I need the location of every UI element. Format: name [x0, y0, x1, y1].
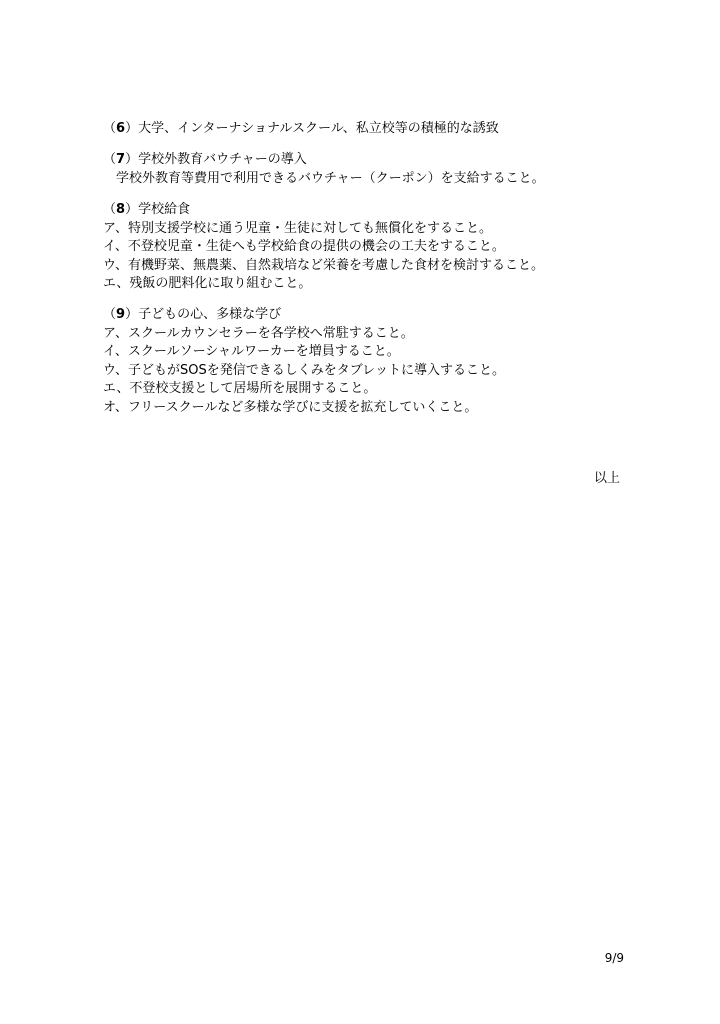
- page-number: 9/9: [604, 951, 624, 965]
- section-title: 学校外教育バウチャーの導入: [138, 152, 307, 167]
- section-title: 大学、インターナショナルスクール、私立校等の積極的な誘致: [138, 121, 499, 136]
- section-line: エ、残飯の肥料化に取り組むこと。: [103, 276, 312, 291]
- heading-paren-open: （: [103, 152, 117, 167]
- heading-paren-open: （: [103, 201, 117, 217]
- section-line: 学校外教育等費用で利用できるバウチャー（クーポン）を支給すること。: [116, 171, 545, 186]
- section-number: 7: [116, 152, 126, 167]
- section-8: [103, 200, 663, 294]
- section-line: エ、不登校支援として居場所を展開すること。: [103, 381, 377, 396]
- section-9: [103, 305, 663, 418]
- section-title: 学校給食: [138, 201, 191, 217]
- section-line: ア、特別支援学校に通う児童・生徒に対しても無償化をすること。: [103, 220, 492, 236]
- heading-paren-close: ）: [125, 121, 139, 136]
- section-title: 子どもの心、多様な学び: [138, 306, 282, 322]
- heading-paren-close: ）: [125, 201, 139, 217]
- heading-paren-close: ）: [125, 306, 139, 322]
- heading-paren-open: （: [103, 121, 117, 136]
- section-heading: [103, 150, 663, 170]
- section-heading: [103, 119, 663, 139]
- heading-paren-open: （: [103, 306, 117, 322]
- heading-paren-close: ）: [125, 152, 139, 167]
- section-line: ア、スクールカウンセラーを各学校へ常駐すること。: [103, 325, 414, 341]
- section-line: ウ、有機野菜、無農薬、自然栽培など栄養を考慮した食材を検討すること。: [103, 257, 544, 273]
- document-body: [103, 119, 663, 428]
- section-heading: [103, 200, 663, 220]
- section-line: ウ、子どもがSOSを発信できるしくみをタブレットに導入すること。: [103, 362, 506, 378]
- section-number: 8: [116, 201, 126, 217]
- section-line: イ、スクールソーシャルワーカーを増員すること。: [103, 344, 400, 359]
- section-line: オ、フリースクールなど多様な学びに支援を拡充していくこと。: [103, 399, 478, 415]
- section-line: イ、不登校児童・生徒へも学校給食の提供の機会の工夫をすること。: [103, 239, 505, 254]
- section-heading: [103, 305, 663, 325]
- section-number: 9: [116, 306, 126, 322]
- section-6: [103, 119, 663, 139]
- section-number: 6: [116, 121, 126, 136]
- closing-mark: 以上: [593, 471, 620, 486]
- section-7: [103, 150, 663, 189]
